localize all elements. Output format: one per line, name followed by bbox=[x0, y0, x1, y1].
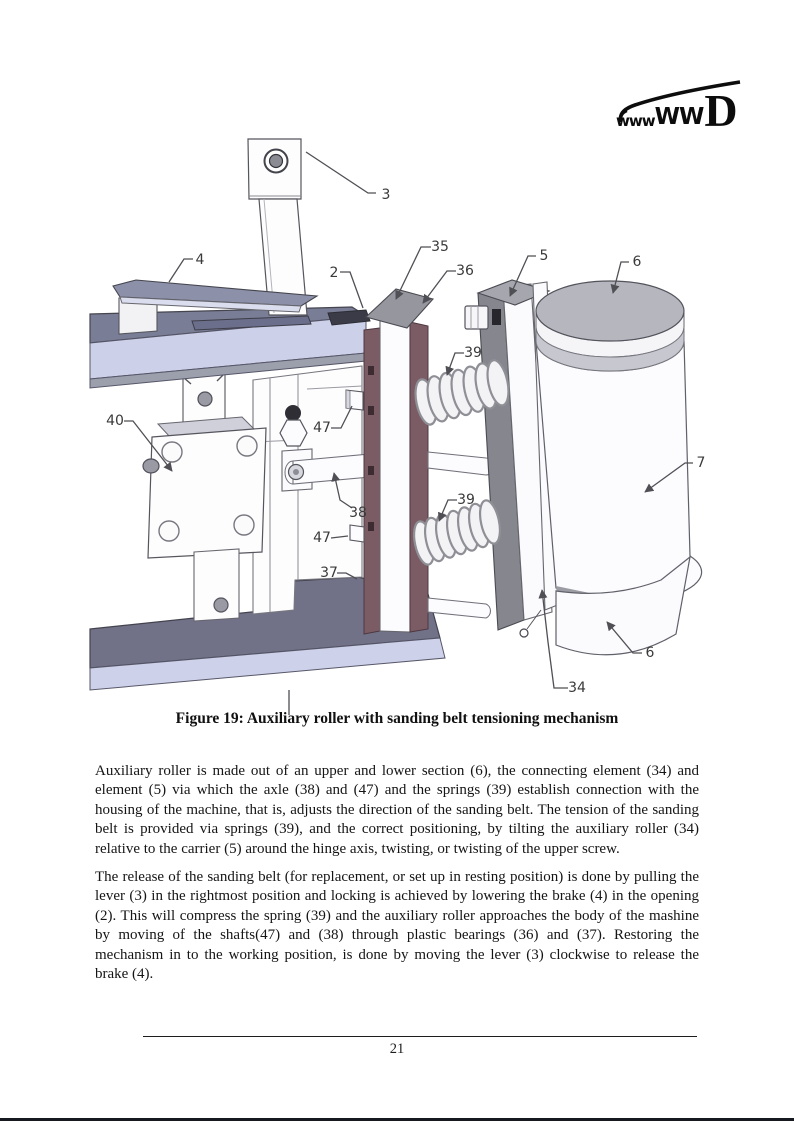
callout-4: 4 bbox=[195, 252, 205, 268]
callout-38: 38 bbox=[349, 505, 367, 521]
leader-line-2 bbox=[340, 272, 363, 308]
callout-40: 40 bbox=[106, 413, 124, 429]
logo-text-ww: WW bbox=[654, 104, 704, 131]
bracket-40 bbox=[143, 373, 266, 621]
page-number: 21 bbox=[389, 1041, 405, 1057]
hinge-pin bbox=[520, 629, 528, 637]
paragraph-2: The release of the sanding belt (for replacement, or set up in resting position) is done by pulling the lever (3) in the rightmost position and locking is achieved by lowering the brake (4) in the opening (2). This will compress the spring (39) and the auxiliary roller approaches the body of the mashine by moving of the shafts(47) and (38) through plastic bearings (36) and (37). Restoring the mechanism in to the working position, is done by moving the lever (3) clockwise to release the brake (4). bbox=[95, 869, 699, 983]
footer-rule bbox=[143, 1036, 697, 1037]
callout-36: 36 bbox=[456, 263, 474, 279]
callout-6-bottom: 6 bbox=[645, 645, 655, 661]
callout-37: 37 bbox=[320, 565, 338, 581]
pin-47-lower bbox=[350, 525, 364, 542]
roller-top-face bbox=[536, 281, 684, 341]
plate-36 bbox=[410, 322, 428, 632]
body-text bbox=[95, 762, 699, 993]
scan-edge-line bbox=[0, 1118, 794, 1121]
shaft-38-right bbox=[428, 452, 494, 475]
figure-caption: Figure 19: Auxiliary roller with sanding belt tensioning mechanism bbox=[175, 710, 619, 727]
shaft-lower-right bbox=[428, 598, 490, 618]
carrier-bolt bbox=[465, 306, 488, 329]
callout-3: 3 bbox=[381, 187, 391, 203]
callout-39-lower: 39 bbox=[457, 492, 475, 508]
callout-7: 7 bbox=[696, 455, 706, 471]
callout-47-lower: 47 bbox=[313, 530, 331, 546]
callout-47-upper: 47 bbox=[313, 420, 331, 436]
callout-6-top: 6 bbox=[632, 254, 642, 270]
roller-7-body bbox=[536, 341, 702, 603]
leader-line-3 bbox=[306, 152, 376, 193]
callout-35: 35 bbox=[431, 239, 449, 255]
bearing-plates-35-36 bbox=[364, 289, 433, 634]
logo-text-www: www bbox=[616, 112, 655, 130]
callout-34: 34 bbox=[568, 680, 586, 696]
callout-5: 5 bbox=[539, 248, 549, 264]
pin-47-upper bbox=[346, 390, 363, 410]
roller bbox=[536, 281, 702, 655]
logo-text-d: D bbox=[704, 85, 737, 137]
paragraph-1: Auxiliary roller is made out of an upper and lower section (6), the connecting element (34) and element (5) via which the axle (38) and (47) and the springs (39) establish connection with the housing of the machine, that is, adjusts the direction of the sanding belt. The tension of the sanding belt is provided via springs (39), and the correct positioning, by tilting the auxiliary roller (34) relative to the carrier (5) around the hinge axis, twisting, or twisting of the upper screw. bbox=[95, 763, 699, 857]
plate-35 bbox=[380, 317, 410, 632]
callout-2: 2 bbox=[329, 265, 339, 281]
leader-line-4 bbox=[169, 259, 193, 282]
lever-3 bbox=[248, 139, 307, 315]
callout-39-upper: 39 bbox=[464, 345, 482, 361]
